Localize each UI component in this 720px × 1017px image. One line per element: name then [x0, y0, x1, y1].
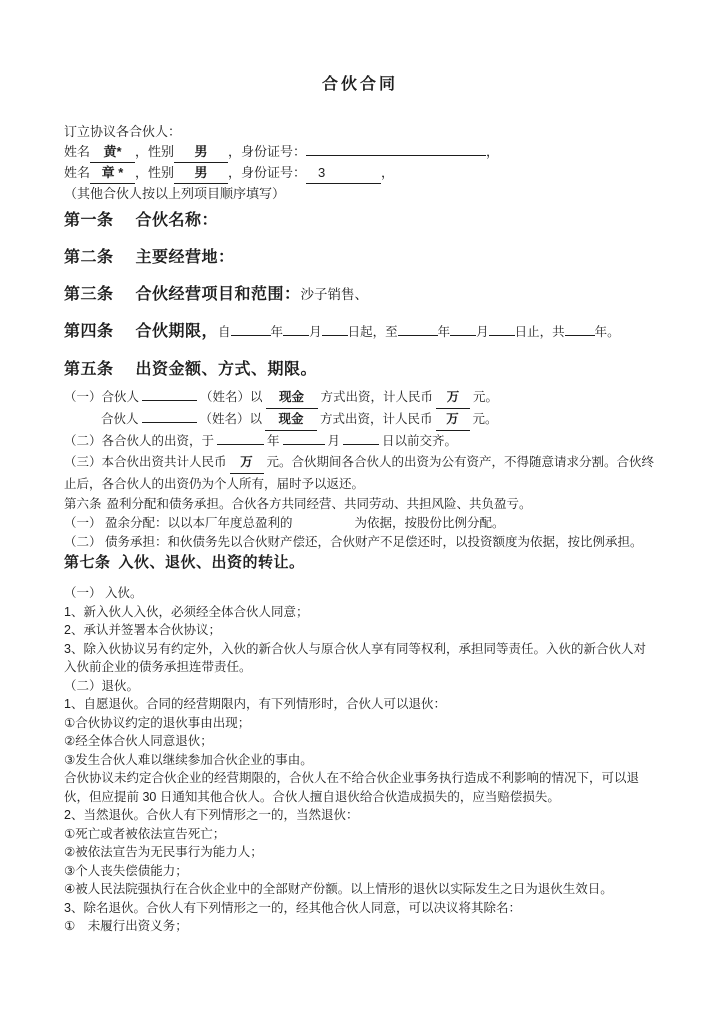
partner2-gender-field: 男: [174, 163, 228, 184]
partner2-name-field: 章 *: [90, 163, 135, 184]
withdraw-item: 合伙协议未约定合伙企业的经营期限的，合伙人在不给合伙企业事务执行造成不利影响的情况下，可以退伙，但应提前 30 日通知其他合伙人。合伙人擅自退伙给合伙造成损失的，应当赔偿损失。: [64, 771, 640, 804]
article-3-number: 第三条: [64, 286, 114, 303]
comma: ，: [381, 165, 395, 180]
amount-field: 万: [436, 387, 470, 409]
article-3-value: 沙子销售、: [300, 287, 369, 302]
term-start-day-blank: [322, 335, 348, 336]
withdraw-subhead: （二）退伙。: [64, 678, 140, 693]
withdraw-item: ①合伙协议约定的退伙事由出现；: [64, 715, 251, 730]
id-label: ，身份证号：: [228, 144, 307, 159]
deadline-day-blank: [343, 444, 379, 445]
article-2-heading: [64, 247, 656, 269]
term-start-month-blank: [283, 335, 309, 336]
withdraw-item: 2、当然退伙。合伙人有下列情形之一的，当然退伙：: [64, 808, 359, 822]
article-7-number: 第七条: [64, 554, 111, 571]
term-month-label: 月: [476, 325, 489, 339]
total-amount-field: 万: [230, 452, 264, 474]
capital-item-1b: [101, 409, 656, 431]
name-hint: （姓名）以: [199, 412, 263, 426]
capital-lead: 合伙人: [101, 412, 139, 426]
article-7-body: [64, 584, 656, 936]
term-end-month-blank: [450, 335, 476, 336]
deadline-lead: （二）各合伙人的出资，于: [64, 434, 215, 448]
article-7-heading: [64, 552, 656, 573]
capital-item-3: [64, 452, 656, 495]
term-end-day-blank: [489, 335, 515, 336]
intro-note: （其他合伙人按以上列项目顺序填写）: [64, 186, 286, 201]
withdraw-item: ① 未履行出资义务；: [64, 919, 188, 933]
gender-label: ，性别: [135, 144, 175, 159]
withdraw-item: 3、除名退伙。合伙人有下列情形之一的，经其他合伙人同意，可以决议将其除名：: [64, 900, 521, 915]
article-6-heading: [64, 495, 656, 514]
article-3-heading: [64, 284, 656, 306]
profit-post: 为依据，按股份比例分配。: [354, 516, 505, 530]
partner1-gender-field: 男: [174, 142, 228, 163]
comma: ，: [486, 144, 500, 159]
amount-field: 万: [436, 409, 470, 431]
deadline-year-blank: [217, 444, 264, 445]
article-1-number: 第一条: [64, 212, 114, 229]
id-label: ，身份证号：: [228, 165, 307, 180]
article-6-number: 第六条: [64, 497, 102, 511]
withdraw-item: ④被人民法院强执行在合伙企业中的全部财产份额。以上情形的退伙以实际发生之日为退伙生效日。: [64, 882, 613, 896]
article-6-title: 盈利分配和债务承担。合伙各方共同经营、共同劳动、共担风险、共负盈亏。: [106, 497, 532, 511]
capital-mid: 方式出资，计人民币: [320, 390, 434, 404]
article-4-term-line: [218, 325, 620, 339]
withdraw-item: ③发生合伙人难以继续参加合伙企业的事由。: [64, 752, 313, 767]
deadline-year-label: 年: [267, 434, 280, 448]
capital-item-2: [64, 431, 656, 452]
withdraw-item: ②被依法宣告为无民事行为能力人；: [64, 845, 263, 859]
withdraw-item: 1、自愿退伙。合同的经营期限内，有下列情形时，合伙人可以退伙：: [64, 697, 446, 711]
article-1-title: 合伙名称：: [135, 212, 219, 229]
contribution-method-field: 现金: [266, 387, 318, 409]
withdraw-item: ③个人丧失偿债能力；: [64, 863, 188, 878]
profit-pre: （一） 盈余分配：以以本厂年度总盈利的: [64, 516, 293, 530]
term-from-label: 自: [218, 325, 231, 339]
contribution-method-field: 现金: [265, 409, 317, 431]
partner1-name-field: 黄*: [90, 142, 135, 163]
join-item: 2、承认并签署本合伙协议；: [64, 623, 221, 637]
name-label: 姓名: [64, 144, 91, 159]
article-2-title: 主要经营地：: [135, 249, 235, 266]
partner2-id-field: 3: [306, 163, 381, 184]
partner-row-2: [64, 163, 656, 184]
join-item: 3、除入伙协议另有约定外，入伙的新合伙人与原合伙人享有同等权利，承担同等责任。入伙的新合伙人对入伙前企业的债务承担连带责任。: [64, 641, 646, 674]
term-year-label: 年: [437, 325, 451, 339]
deadline-month-label: 月: [327, 434, 341, 448]
article-1-heading: [64, 210, 656, 232]
term-year-label: 年: [270, 325, 284, 339]
term-end-label: 日止，共: [514, 325, 565, 339]
partner-row-1: [64, 142, 656, 163]
partner1-id-field: [306, 155, 486, 156]
deadline-month-blank: [283, 444, 325, 445]
total-capital-pre: （三）本合伙出资共计人民币: [64, 455, 227, 469]
intro-section: [64, 122, 656, 204]
partner-name-blank: [142, 422, 197, 423]
withdraw-item: ①死亡或者被依法宣告死亡；: [64, 826, 226, 841]
profit-distribution-item: [64, 514, 656, 533]
article-4-title: 合伙期限，: [135, 323, 219, 340]
deadline-tail: 日以前交齐。: [382, 434, 458, 448]
capital-item-1a: [64, 387, 656, 409]
term-mid-label: 日起，至: [347, 325, 398, 339]
term-total-label: 年。: [594, 325, 620, 339]
term-start-year-blank: [231, 335, 271, 336]
join-subhead: （一） 入伙。: [64, 586, 143, 600]
article-4-number: 第四条: [64, 323, 114, 340]
withdraw-item: ②经全体合伙人同意退伙；: [64, 734, 213, 748]
term-month-label: 月: [309, 325, 322, 339]
article-5-number: 第五条: [64, 361, 114, 378]
capital-tail: 元。: [472, 412, 498, 426]
join-item: 1、新入伙人入伙，必须经全体合伙人同意；: [64, 604, 309, 619]
article-4-heading: [64, 321, 656, 343]
capital-tail: 元。: [473, 390, 499, 404]
name-label: 姓名: [64, 165, 91, 180]
gender-label: ，性别: [135, 165, 175, 180]
article-3-title: 合伙经营项目和范围：: [135, 286, 301, 303]
article-5-title: 出资金额、方式、期限。: [135, 361, 318, 378]
total-capital-post: 元。合伙期间各合伙人的出资为公有资产，不得随意请求分割。合伙终止后，各合伙人的出资仍为个人所有，届时予以返还。: [64, 455, 655, 491]
intro-opening: 订立协议各合伙人：: [64, 124, 182, 139]
capital-lead: （一）合伙人: [64, 390, 140, 404]
document-title: 合伙合同: [321, 76, 398, 93]
article-2-number: 第二条: [64, 249, 114, 266]
term-end-year-blank: [398, 335, 438, 336]
article-5-heading: [64, 359, 656, 381]
article-5-body: [64, 387, 656, 495]
article-6-section: [64, 495, 656, 552]
partner-name-blank: [142, 400, 197, 401]
term-total-years-blank: [565, 335, 595, 336]
article-7-title: 入伙、退伙、出资的转让。: [118, 554, 305, 571]
capital-mid: 方式出资，计人民币: [320, 412, 433, 426]
name-hint: （姓名）以: [200, 390, 263, 404]
debt-liability-item: （二） 债务承担：和伙债务先以合伙财产偿还，合伙财产不足偿还时，以投资额度为依据，按比例承担。: [64, 535, 643, 549]
